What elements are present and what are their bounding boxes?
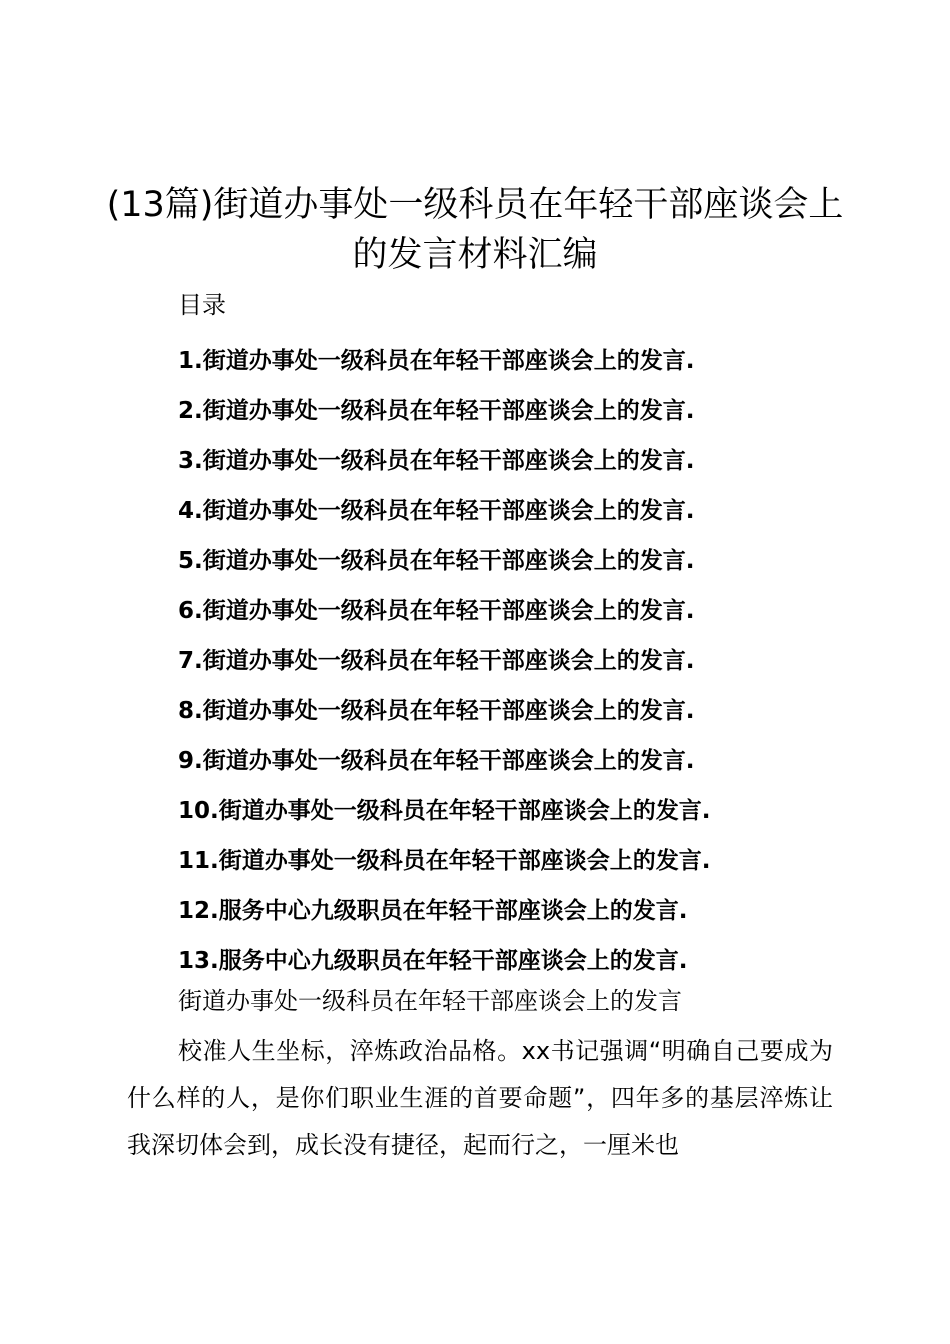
toc-list	[178, 336, 710, 986]
toc-item-4: 4.街道办事处一级科员在年轻干部座谈会上的发言.	[178, 498, 695, 524]
toc-item-10: 10.街道办事处一级科员在年轻干部座谈会上的发言.	[178, 798, 711, 824]
toc-item-3: 3.街道办事处一级科员在年轻干部座谈会上的发言.	[178, 448, 695, 474]
toc-item-1: 1.街道办事处一级科员在年轻干部座谈会上的发言.	[178, 348, 695, 374]
toc-heading: 目录	[178, 291, 226, 319]
document-title: (13篇)街道办事处一级科员在年轻干部座谈会上的发言材料汇编	[106, 185, 844, 275]
section-heading: 街道办事处一级科员在年轻干部座谈会上的发言	[178, 987, 682, 1015]
toc-item-12: 12.服务中心九级职员在年轻干部座谈会上的发言.	[178, 898, 688, 924]
toc-item-11: 11.街道办事处一级科员在年轻干部座谈会上的发言.	[178, 848, 711, 874]
toc-item-8: 8.街道办事处一级科员在年轻干部座谈会上的发言.	[178, 698, 695, 724]
toc-item-13: 13.服务中心九级职员在年轻干部座谈会上的发言.	[178, 948, 688, 974]
body-paragraph: 校准人生坐标，淬炼政治品格。xx书记强调“明确自己要成为什么样的人，是你们职业生涯的首要命题”，四年多的基层淬炼让我深切体会到，成长没有捷径，起而行之，一厘米也	[127, 1037, 833, 1159]
toc-item-2: 2.街道办事处一级科员在年轻干部座谈会上的发言.	[178, 398, 695, 424]
toc-item-9: 9.街道办事处一级科员在年轻干部座谈会上的发言.	[178, 748, 695, 774]
toc-item-6: 6.街道办事处一级科员在年轻干部座谈会上的发言.	[178, 598, 695, 624]
toc-item-7: 7.街道办事处一级科员在年轻干部座谈会上的发言.	[178, 648, 695, 674]
toc-item-5: 5.街道办事处一级科员在年轻干部座谈会上的发言.	[178, 548, 695, 574]
